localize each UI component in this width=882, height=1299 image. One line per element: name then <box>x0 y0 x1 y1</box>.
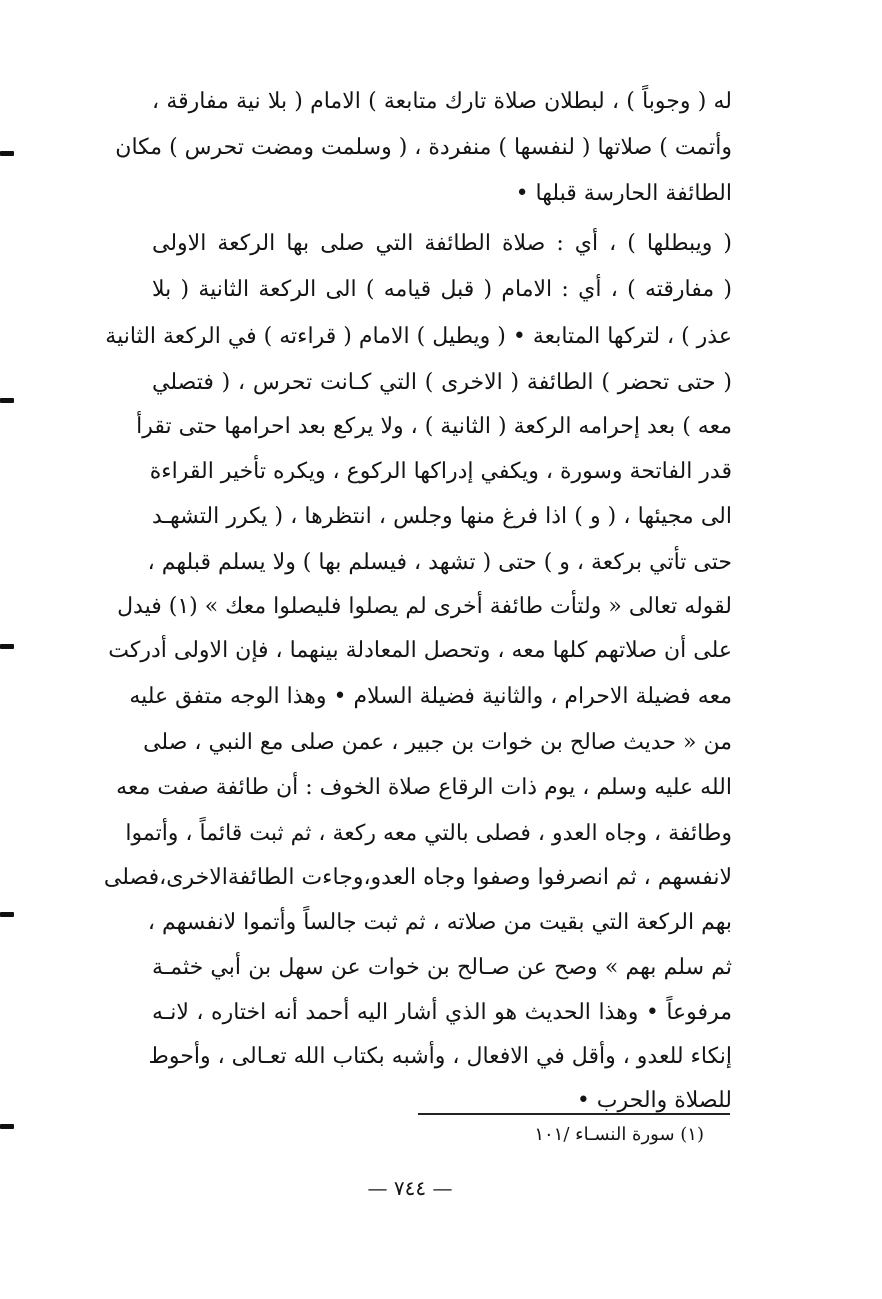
text-line: من « حديث صالح بن خوات بن جبير ، عمن صلى مع النبي ، صلى <box>143 730 732 755</box>
text-line: عذر ) ، لتركها المتابعة • ( ويطيل ) الامام ( قراءته ) في الركعة الثانية <box>105 324 732 349</box>
text-line: لانفسهم ، ثم انصرفوا وصفوا وجاه العدو،وجاءت الطائفةالاخرى،فصلى <box>103 865 732 890</box>
text-line: وأتمت ) صلاتها ( لنفسها ) منفردة ، ( وسلمت ومضت تحرس ) مكان <box>115 135 732 160</box>
scan-edge-mark <box>0 398 14 403</box>
text-line: حتى تأتي بركعة ، و ) حتى ( تشهد ، فيسلم بها ) ولا يسلم قبلهم ، <box>147 550 732 575</box>
text-line: مرفوعاً • وهذا الحديث هو الذي أشار اليه أحمد أنه اختاره ، لانـه <box>152 1000 732 1025</box>
footnote-separator <box>418 1113 730 1115</box>
scan-edge-mark <box>0 1124 14 1129</box>
text-line: على أن صلاتهم كلها معه ، وتحصل المعادلة بينهما ، فإن الاولى أدركت <box>108 638 732 663</box>
text-line: قدر الفاتحة وسورة ، ويكفي إدراكها الركوع ، ويكره تأخير القراءة <box>149 459 732 484</box>
text-line: معه فضيلة الاحرام ، والثانية فضيلة السلام • وهذا الوجه متفق عليه <box>129 684 732 709</box>
text-line: لقوله تعالى « ولتأت طائفة أخرى لم يصلوا فليصلوا معك » (١) فيدل <box>117 594 732 619</box>
scan-edge-mark <box>0 151 14 156</box>
text-line: الى مجيئها ، ( و ) اذا فرغ منها وجلس ، انتظرها ، ( يكرر التشهـد <box>152 504 732 529</box>
text-line: ( مفارقته ) ، أي : الامام ( قبل قيامه ) الى الركعة الثانية ( بلا <box>152 277 732 302</box>
scan-edge-mark <box>0 644 14 649</box>
text-line: وطائفة ، وجاه العدو ، فصلى بالتي معه ركعة ، ثم ثبت قائماً ، وأتموا <box>125 821 732 846</box>
text-line: الطائفة الحارسة قبلها • <box>515 181 732 206</box>
text-line: إنكاء للعدو ، وأقل في الافعال ، وأشبه بكتاب الله تعـالى ، وأحوط <box>148 1044 732 1069</box>
text-line: له ( وجوباً ) ، لبطلان صلاة تارك متابعة ) الامام ( بلا نية مفارقة ، <box>152 89 732 114</box>
text-line: معه ) بعد إحرامه الركعة ( الثانية ) ، ولا يركع بعد احرامها حتى تقرأ <box>136 414 732 439</box>
footnote: (١) سورة النسـاء /١٠١ <box>534 1124 704 1145</box>
text-line: ( ويبطلها ) ، أي : صلاة الطائفة التي صلى بها الركعة الاولى <box>152 231 732 256</box>
text-line: الله عليه وسلم ، يوم ذات الرقاع صلاة الخوف : أن طائفة صفت معه <box>116 775 732 800</box>
scan-edge-mark <box>0 912 14 917</box>
text-line: ثم سلم بهم » وصح عن صـالح بن خوات عن سهل بن أبي خثمـة <box>152 955 732 980</box>
text-line: للصلاة والحرب • <box>576 1088 732 1113</box>
text-line: ( حتى تحضر ) الطائفة ( الاخرى ) التي كـانت تحرس ، ( فتصلي <box>152 370 732 395</box>
text-line: بهم الركعة التي بقيت من صلاته ، ثم ثبت جالساً وأتموا لانفسهم ، <box>147 910 732 935</box>
page-number: — ٧٤٤ — <box>367 1176 453 1200</box>
